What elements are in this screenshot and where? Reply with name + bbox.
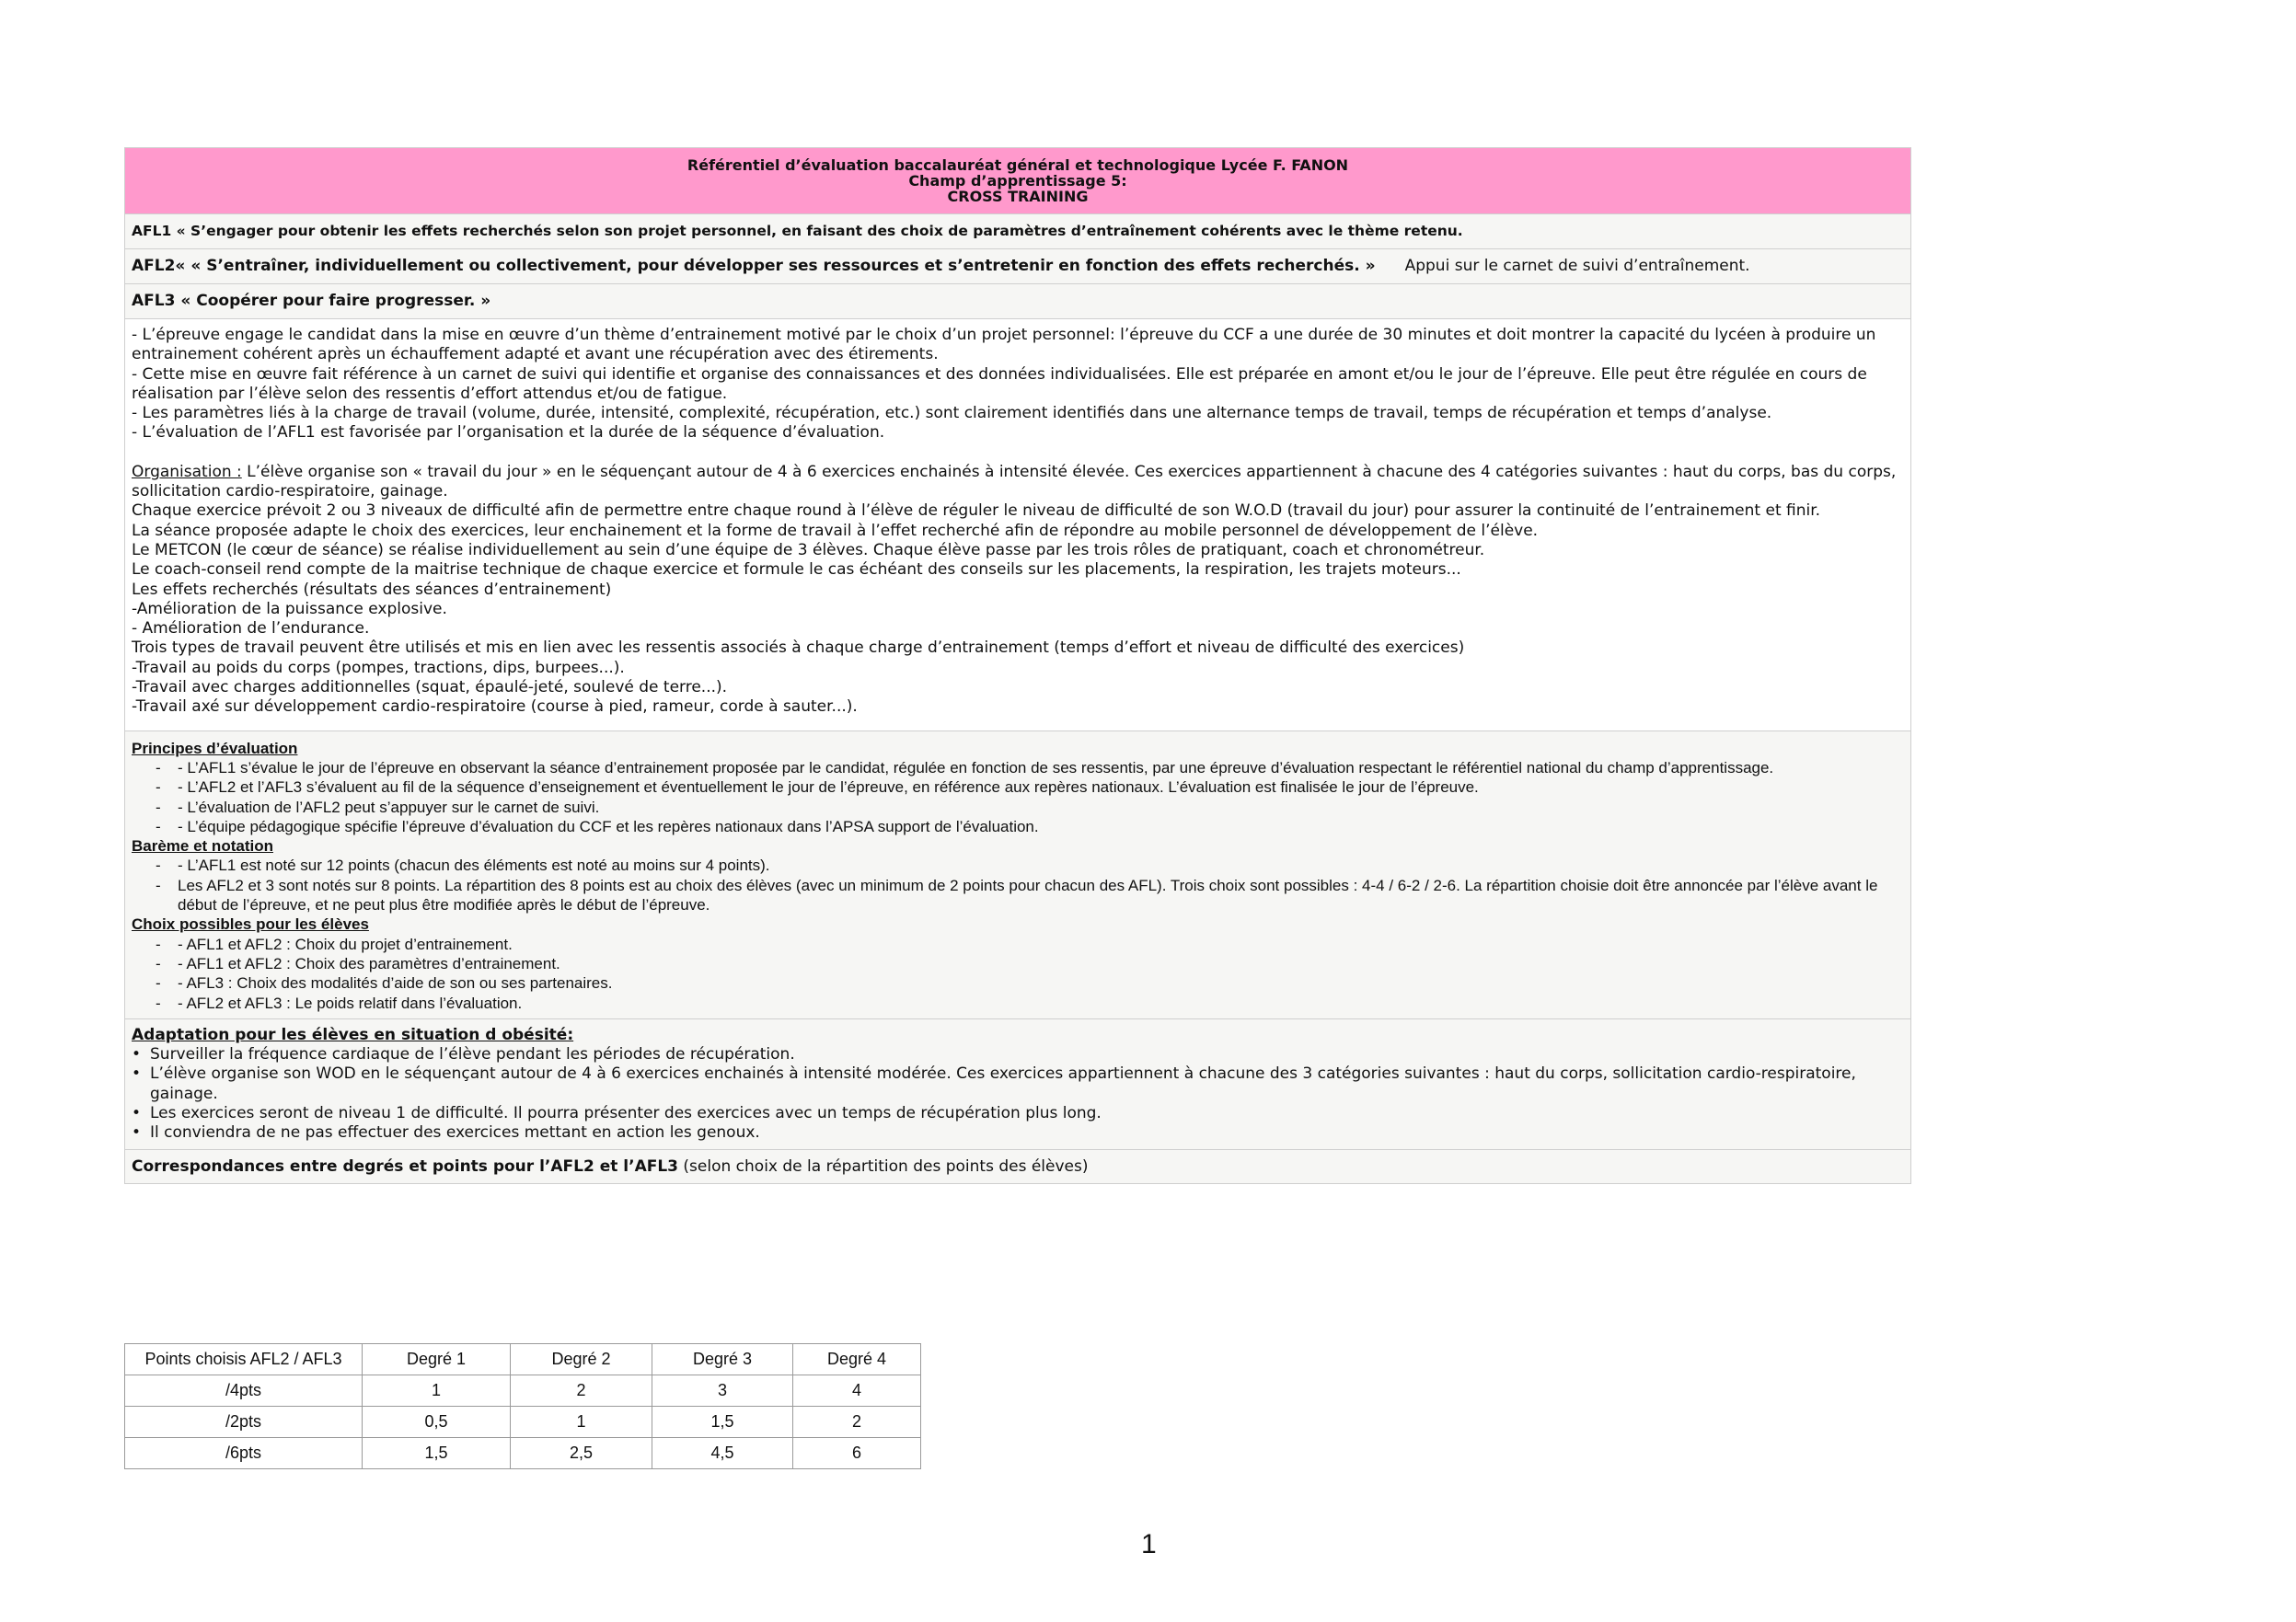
list-item: • Surveiller la fréquence cardiaque de l’élève pendant les périodes de récupération. [132, 1045, 1904, 1064]
desc-paragraph: Trois types de travail peuvent être utilisés et mis en lien avec les ressentis associés à chaque charge d’entrainement (temps d’effort et niveau de difficulté des exercices) [132, 638, 1465, 658]
list-item: • Les exercices seront de niveau 1 de difficulté. Il pourra présenter des exercices avec un temps de récupération plus long. [132, 1104, 1904, 1123]
correspondance-title: Correspondances entre degrés et points pour l’AFL2 et l’AFL3 [132, 1156, 679, 1176]
table-cell: /4pts [125, 1375, 363, 1407]
points-table [124, 1343, 921, 1469]
organisation-paragraph [132, 463, 1904, 502]
desc-paragraph: -Travail au poids du corps (pompes, tractions, dips, burpees...). [132, 658, 625, 677]
list-item: - - AFL3 : Choix des modalités d’aide de son ou ses partenaires. [132, 973, 1904, 993]
table-cell: /2pts [125, 1407, 363, 1438]
list-item: - - L’évaluation de l’AFL2 peut s’appuyer sur le carnet de suivi. [132, 798, 1904, 817]
bareme-list [132, 856, 1904, 915]
choix-title: Choix possibles pour les élèves [132, 915, 369, 934]
list-item: - - L’AFL1 est noté sur 12 points (chacun des éléments est noté au moins sur 4 points). [132, 856, 1904, 875]
afl2-row [125, 249, 1911, 284]
table-cell: 1,5 [363, 1438, 511, 1469]
desc-paragraph: Le coach-conseil rend compte de la maitrise technique de chaque exercice et formule le cas échéant des conseils sur les placements, la respiration, les trajets moteurs... [132, 560, 1461, 580]
afl1-row [125, 214, 1911, 249]
adaptation-list [132, 1045, 1904, 1143]
afl2-text: AFL2« « S’entraîner, individuellement ou collectivement, pour développer ses ressources et s’entretenir en fonction des effets recherchés. » [132, 257, 1376, 275]
adaptation-cell [125, 1018, 1911, 1149]
desc-paragraph: Le METCON (le cœur de séance) se réalise individuellement au sein d’une équipe de 3 élèves. Chaque élève passe par les trois rôles de pratiquant, coach et chronométreur. [132, 540, 1485, 559]
list-item: - - AFL1 et AFL2 : Choix des paramètres d’entrainement. [132, 954, 1904, 973]
desc-paragraph: Les effets recherchés (résultats des séances d’entrainement) [132, 580, 612, 599]
list-item: - - L’AFL2 et l’AFL3 s’évaluent au fil de la séquence d’enseignement et éventuellement le jour de l’épreuve, en référence aux repères nationaux. L’évaluation est finalisée le jour de l’épreuve. [132, 777, 1904, 797]
desc-paragraph: - Cette mise en œuvre fait référence à un carnet de suivi qui identifie et organise des connaissances et des données individualisées. Elle est préparée en amont et/ou le jour de l’épreuve. Elle peut être régulée en cours de réalisation par l’élève selon des ressentis d’effort attendus et/ou de fatigue. [132, 364, 1867, 403]
desc-paragraph: -Travail avec charges additionnelles (squat, épaulé-jeté, soulevé de terre...). [132, 678, 728, 697]
evaluation-cell [125, 730, 1911, 1018]
column-header: Degré 3 [652, 1344, 793, 1375]
list-item: - Les AFL2 et 3 sont notés sur 8 points. La répartition des 8 points est au choix des élèves (avec un minimum de 2 points pour chacun des AFL). Trois choix sont possibles : 4-4 / 6-2 / 2-6. La répartition choisie doit être annoncée par l’élève avant le début de l’épreuve, et ne peut plus être modifiée après le début de l’épreuve. [132, 876, 1904, 915]
principes-title: Principes d’évaluation [132, 739, 298, 757]
table-cell: 6 [793, 1438, 921, 1469]
desc-paragraph: - Les paramètres liés à la charge de travail (volume, durée, intensité, complexité, récupération, etc.) sont clairement identifiés dans une alternance temps de travail, temps de récupération et temps d’analyse. [132, 404, 1772, 423]
table-cell: 4 [793, 1375, 921, 1407]
correspondance-row [125, 1149, 1911, 1183]
principes-list [132, 758, 1904, 836]
desc-paragraph: -Amélioration de la puissance explosive. [132, 599, 447, 618]
header-title: Référentiel d’évaluation baccalauréat général et technologique Lycée F. FANON [686, 156, 1349, 174]
table-cell: 4,5 [652, 1438, 793, 1469]
adaptation-title: Adaptation pour les élèves en situation d obésité: [132, 1025, 574, 1044]
column-header: Points choisis AFL2 / AFL3 [125, 1344, 363, 1375]
afl1-text: AFL1 « S’engager pour obtenir les effets recherchés selon son projet personnel, en faisant des choix de paramètres d’entraînement cohérents avec le thème retenu. [132, 223, 1463, 239]
desc-paragraph: La séance proposée adapte le choix des exercices, leur enchainement et la forme de travail à l’effet recherché afin de répondre au mobile personnel de développement de l’élève. [132, 521, 1539, 540]
list-item: - - L’équipe pédagogique spécifie l’épreuve d’évaluation du CCF et les repères nationaux dans l’APSA support de l’évaluation. [132, 817, 1904, 836]
table-cell: 2 [511, 1375, 652, 1407]
header-cell [125, 148, 1911, 214]
column-header: Degré 4 [793, 1344, 921, 1375]
desc-paragraph: -Travail axé sur développement cardio-respiratoire (course à pied, rameur, corde à sauter...). [132, 697, 858, 717]
list-item: • L’élève organise son WOD en le séquençant autour de 4 à 6 exercices enchainés à intensité modérée. Ces exercices appartiennent à chacune des 3 catégories suivantes : haut du corps, sollicitation cardio-respiratoire, gainage. [132, 1064, 1904, 1104]
desc-paragraph: Chaque exercice prévoit 2 ou 3 niveaux de difficulté afin de permettre entre chaque round à l’élève de réguler le niveau de difficulté de son W.O.D (travail du jour) pour assurer la continuité de l’entrainement et finir. [132, 501, 1821, 521]
desc-paragraph: - Amélioration de l’endurance. [132, 619, 370, 638]
desc-paragraph: - L’épreuve engage le candidat dans la mise en œuvre d’un thème d’entrainement motivé par le choix d’un projet personnel: l’épreuve du CCF a une durée de 30 minutes et doit montrer la capacité du lycéen à produire un entrainement cohérent après un échauffement adapté et avant une récupération avec des étirements. [132, 326, 1876, 364]
organisation-label: Organisation : [132, 462, 242, 481]
table-cell: 2,5 [511, 1438, 652, 1469]
column-header: Degré 1 [363, 1344, 511, 1375]
referentiel-table [124, 147, 1911, 1184]
bareme-title: Barème et notation [132, 837, 273, 856]
choix-list [132, 935, 1904, 1013]
column-header: Degré 2 [511, 1344, 652, 1375]
table-cell: 1 [363, 1375, 511, 1407]
afl3-text: AFL3 « Coopérer pour faire progresser. » [132, 292, 491, 310]
header-activity: CROSS TRAINING [947, 188, 1089, 205]
header-champ: Champ d’apprentissage 5: [908, 172, 1127, 190]
table-cell: /6pts [125, 1438, 363, 1469]
table-cell: 1 [511, 1407, 652, 1438]
table-cell: 2 [793, 1407, 921, 1438]
table-row [125, 1375, 921, 1407]
page-number: 1 [1141, 1529, 1157, 1559]
desc-paragraph: - L’évaluation de l’AFL1 est favorisée par l’organisation et la durée de la séquence d’évaluation. [132, 423, 885, 443]
table-row [125, 1438, 921, 1469]
correspondance-note: (selon choix de la répartition des points des élèves) [678, 1156, 1089, 1176]
table-cell: 3 [652, 1375, 793, 1407]
table-cell: 1,5 [652, 1407, 793, 1438]
description-cell [125, 319, 1911, 731]
table-header-row [125, 1344, 921, 1375]
list-item: - - L’AFL1 s’évalue le jour de l’épreuve en observant la séance d’entrainement proposée par le candidat, régulée en fonction de ses ressentis, par une épreuve d’évaluation respectant le référentiel national du champ d’apprentissage. [132, 758, 1904, 777]
afl2-note: Appui sur le carnet de suivi d’entraînement. [1404, 257, 1750, 275]
list-item: - - AFL1 et AFL2 : Choix du projet d’entrainement. [132, 935, 1904, 954]
list-item: • Il conviendra de ne pas effectuer des exercices mettant en action les genoux. [132, 1123, 1904, 1143]
organisation-text: L’élève organise son « travail du jour » en le séquençant autour de 4 à 6 exercices enchainés à intensité élevée. Ces exercices appartiennent à chacune des 4 catégories suivantes : haut du corps, bas du corps, sollicitation cardio-respiratoire, gainage. [132, 462, 1897, 501]
table-row [125, 1407, 921, 1438]
list-item: - - AFL2 et AFL3 : Le poids relatif dans l’évaluation. [132, 994, 1904, 1013]
table-cell: 0,5 [363, 1407, 511, 1438]
afl3-row [125, 284, 1911, 319]
